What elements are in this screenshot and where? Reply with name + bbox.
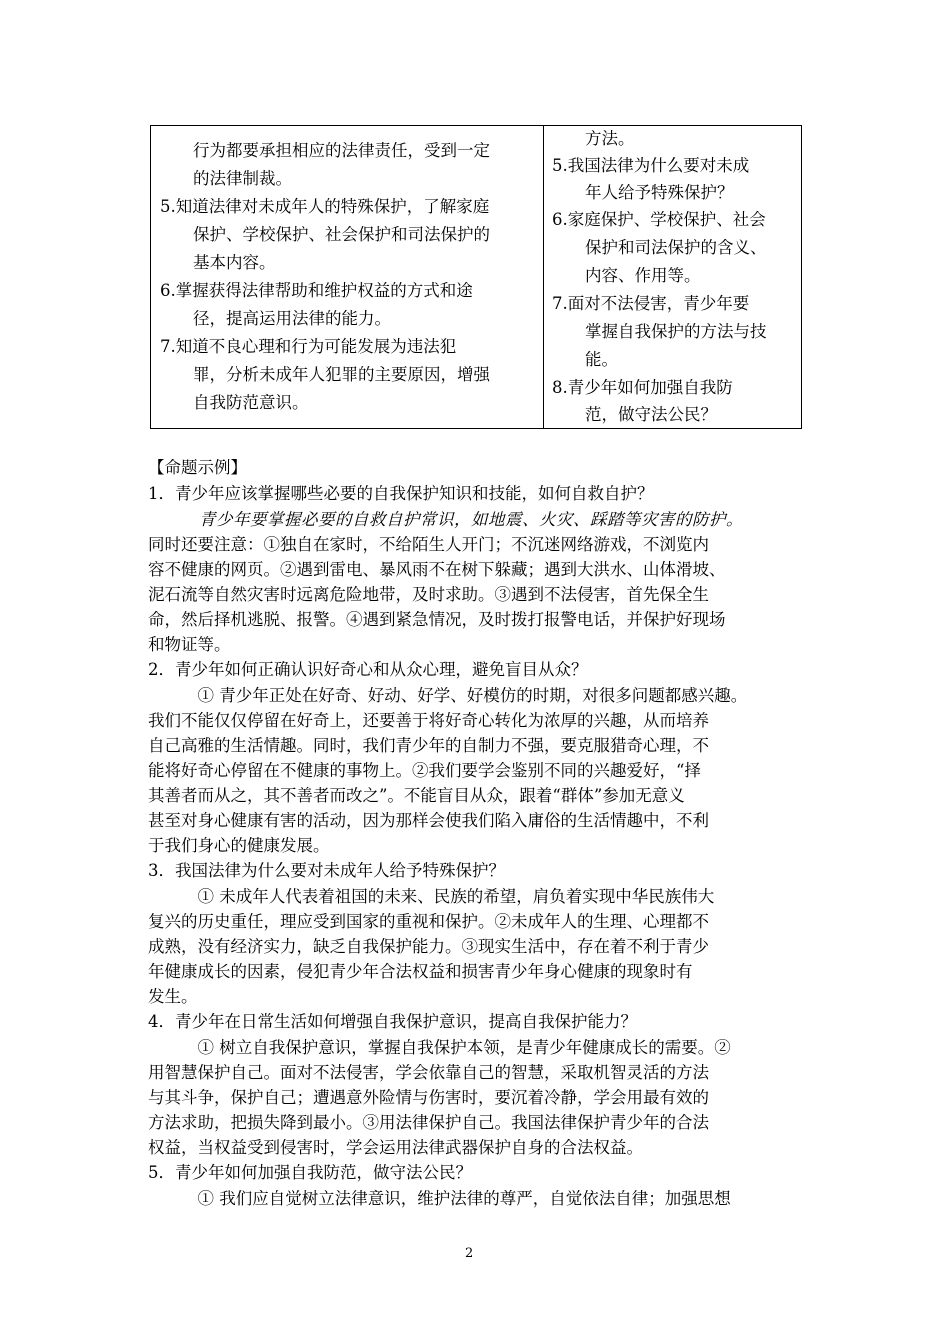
table-right-line: 7.面对不法侵害，青少年要 [552, 294, 750, 313]
question-title: 5．青少年如何加强自我防范，做守法公民？ [148, 1163, 472, 1182]
answer-line: 年健康成长的因素，侵犯青少年合法权益和损害青少年身心健康的现象时有 [148, 962, 693, 981]
answer-line: 与其斗争，保护自己；遭遇意外险情与伤害时，要沉着冷静，学会用最有效的 [148, 1088, 709, 1107]
answer-line: 方法求助，把损失降到最小。③用法律保护自己。我国法律保护青少年的合法 [148, 1113, 709, 1132]
answer-line: ① 我们应自觉树立法律意识，维护法律的尊严，自觉依法自律；加强思想 [148, 1189, 731, 1208]
answer-line: 其善者而从之，其不善者而改之”。不能盲目从众，跟着“群体”参加无意义 [148, 786, 685, 805]
answer-line: 青少年要掌握必要的自救自护常识，如地震、火灾、踩踏等灾害的防护。 [148, 510, 743, 529]
table-left-line: 罪，分析未成年人犯罪的主要原因，增强 [160, 365, 490, 384]
answer-line: 容不健康的网页。②遇到雷电、暴风雨不在树下躲藏；遇到大洪水、山体滑坡、 [148, 560, 726, 579]
section-title: 【命题示例】 [148, 458, 247, 477]
question-title: 2．青少年如何正确认识好奇心和从众心理，避免盲目从众？ [148, 660, 588, 679]
table-right-line: 年人给予特殊保护？ [552, 183, 734, 202]
answer-line: 我们不能仅仅停留在好奇上，还要善于将好奇心转化为浓厚的兴趣，从而培养 [148, 711, 709, 730]
answer-line: 发生。 [148, 987, 198, 1006]
table-left-line: 保护、学校保护、社会保护和司法保护的 [160, 225, 490, 244]
table-left-line: 的法律制裁。 [160, 169, 292, 188]
table-left-line: 7.知道不良心理和行为可能发展为违法犯 [160, 337, 457, 356]
table-right-line: 能。 [552, 350, 618, 369]
table-right-line: 方法。 [552, 129, 635, 148]
table-right-line: 8.青少年如何加强自我防 [552, 378, 733, 397]
answer-line: 命，然后择机逃脱、报警。④遇到紧急情况，及时拨打报警电话，并保护好现场 [148, 610, 726, 629]
answer-line: ① 未成年人代表着祖国的未来、民族的希望，肩负着实现中华民族伟大 [148, 887, 715, 906]
page-number: 2 [465, 1246, 474, 1261]
table-left-line: 6.掌握获得法律帮助和维护权益的方式和途 [160, 281, 473, 300]
table-left-line: 行为都要承担相应的法律责任，受到一定 [160, 141, 490, 160]
answer-line: 泥石流等自然灾害时远离危险地带，及时求助。③遇到不法侵害，首先保全生 [148, 585, 709, 604]
answer-line: 能将好奇心停留在不健康的事物上。②我们要学会鉴别不同的兴趣爱好，“择 [148, 761, 701, 780]
question-title: 4．青少年在日常生活如何增强自我保护意识，提高自我保护能力？ [148, 1012, 637, 1031]
answer-line: 甚至对身心健康有害的活动，因为那样会使我们陷入庸俗的生活情趣中，不利 [148, 811, 709, 830]
question-title: 1．青少年应该掌握哪些必要的自我保护知识和技能，如何自救自护？ [148, 484, 654, 503]
answer-line: 成熟，没有经济实力，缺乏自我保护能力。③现实生活中，存在着不利于青少 [148, 937, 709, 956]
table-column-divider [543, 126, 544, 428]
requirements-table [150, 125, 802, 429]
table-right-line: 范，做守法公民？ [552, 405, 717, 424]
table-left-line: 基本内容。 [160, 253, 276, 272]
table-right-line: 6.家庭保护、学校保护、社会 [552, 210, 766, 229]
answer-line: 复兴的历史重任，理应受到国家的重视和保护。②未成年人的生理、心理都不 [148, 912, 709, 931]
answer-line: 同时还要注意：①独自在家时，不给陌生人开门；不沉迷网络游戏，不浏览内 [148, 535, 709, 554]
answer-line: 于我们身心的健康发展。 [148, 836, 330, 855]
table-left-line: 径，提高运用法律的能力。 [160, 309, 391, 328]
answer-line: 权益，当权益受到侵害时，学会运用法律武器保护自身的合法权益。 [148, 1138, 643, 1157]
table-right-line: 内容、作用等。 [552, 266, 701, 285]
question-title: 3．我国法律为什么要对未成年人给予特殊保护？ [148, 861, 505, 880]
table-right-line: 保护和司法保护的含义、 [552, 238, 767, 257]
table-left-line: 5.知道法律对未成年人的特殊保护，了解家庭 [160, 197, 490, 216]
answer-line: 和物证等。 [148, 635, 231, 654]
answer-line: ① 树立自我保护意识，掌握自我保护本领，是青少年健康成长的需要。② [148, 1038, 731, 1057]
answer-line: ① 青少年正处在好奇、好动、好学、好模仿的时期，对很多问题都感兴趣。 [148, 686, 748, 705]
answer-line: 自己高雅的生活情趣。同时，我们青少年的自制力不强，要克服猎奇心理，不 [148, 736, 709, 755]
table-left-line: 自我防范意识。 [160, 393, 309, 412]
table-right-line: 掌握自我保护的方法与技 [552, 322, 767, 341]
table-right-line: 5.我国法律为什么要对未成 [552, 156, 750, 175]
answer-line: 用智慧保护自己。面对不法侵害，学会依靠自己的智慧，采取机智灵活的方法 [148, 1063, 709, 1082]
